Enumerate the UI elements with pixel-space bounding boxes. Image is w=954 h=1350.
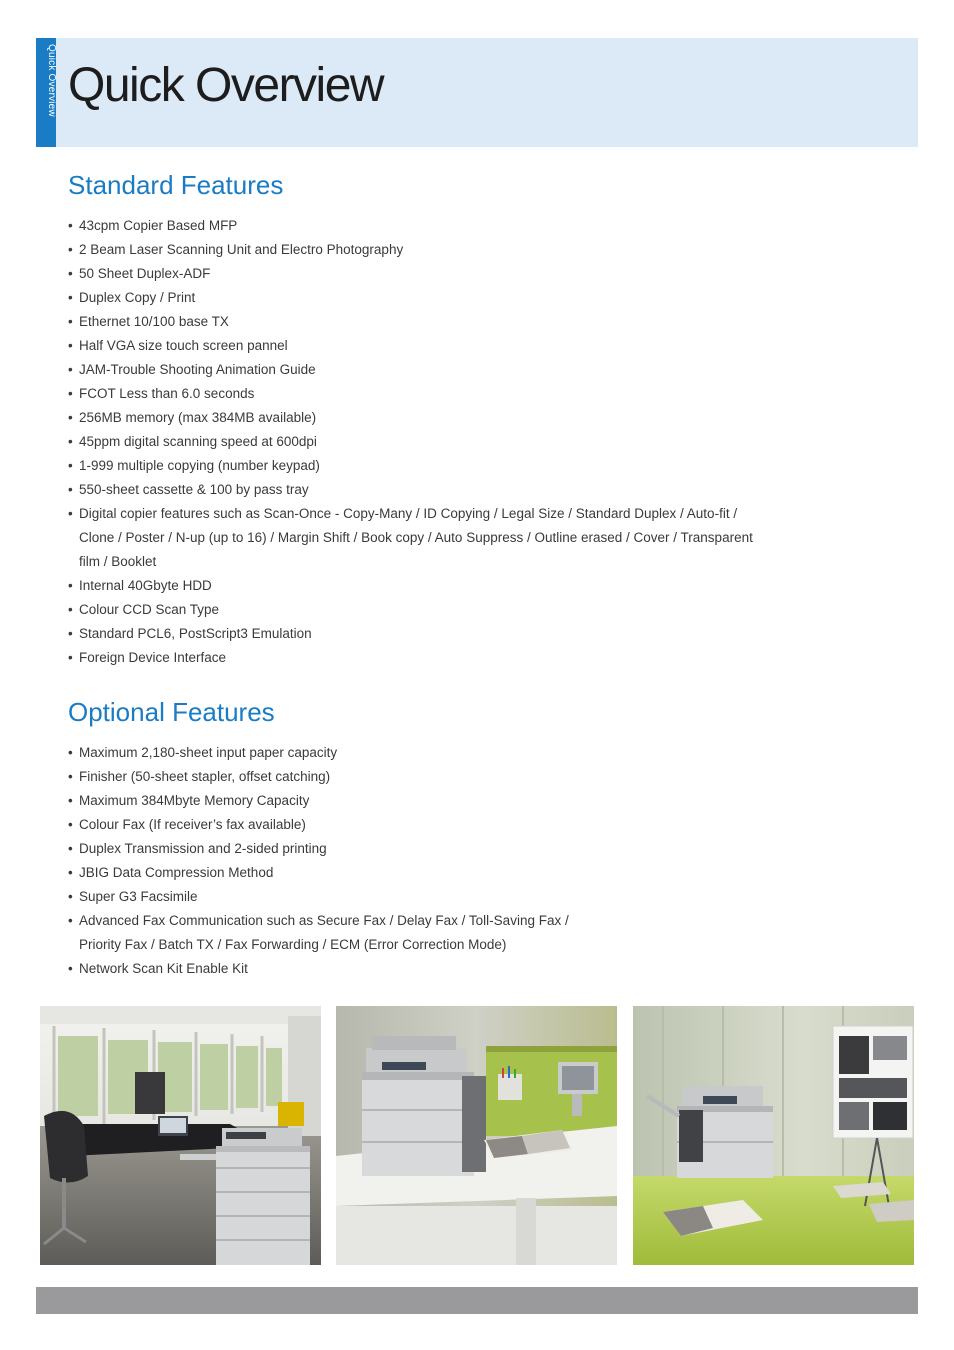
list-item: • 256MB memory (max 384MB available) xyxy=(68,406,768,430)
list-item: • Colour CCD Scan Type xyxy=(68,598,768,622)
list-item: • Colour Fax (If receiver’s fax available) xyxy=(68,813,608,837)
list-item: • JBIG Data Compression Method xyxy=(68,861,608,885)
list-item: • 50 Sheet Duplex-ADF xyxy=(68,262,768,286)
list-item: • Internal 40Gbyte HDD xyxy=(68,574,768,598)
standard-features-list xyxy=(68,214,768,670)
optional-features-heading: Optional Features xyxy=(68,697,275,727)
footer-bar xyxy=(36,1287,918,1314)
list-item: • Advanced Fax Communication such as Secure Fax / Delay Fax / Toll-Saving Fax / Priority Fax / Batch TX / Fax Forwarding / ECM (Error Correction Mode) xyxy=(68,909,608,957)
list-item: • 550-sheet cassette & 100 by pass tray xyxy=(68,478,768,502)
list-item: • Digital copier features such as Scan-Once - Copy-Many / ID Copying / Legal Size / Standard Duplex / Auto-fit / Clone / Poster / N-up (up to 16) / Margin Shift / Book copy / Auto Suppress / Outline erased / Cover / Transparent film / Booklet xyxy=(68,502,768,574)
list-item: • Maximum 384Mbyte Memory Capacity xyxy=(68,789,608,813)
list-item: • 45ppm digital scanning speed at 600dpi xyxy=(68,430,768,454)
side-tab-label: Quick Overview xyxy=(46,44,57,117)
list-item: • Half VGA size touch screen pannel xyxy=(68,334,768,358)
list-item: • FCOT Less than 6.0 seconds xyxy=(68,382,768,406)
list-item: • Foreign Device Interface xyxy=(68,646,768,670)
page-title: Quick Overview xyxy=(68,59,384,112)
list-item: • Standard PCL6, PostScript3 Emulation xyxy=(68,622,768,646)
list-item: • Finisher (50-sheet stapler, offset catching) xyxy=(68,765,608,789)
standard-features-heading: Standard Features xyxy=(68,170,284,200)
desk-photo xyxy=(336,1006,617,1265)
list-item: • JAM-Trouble Shooting Animation Guide xyxy=(68,358,768,382)
office-photo xyxy=(40,1006,321,1265)
optional-features-list xyxy=(68,741,608,981)
list-item: • 2 Beam Laser Scanning Unit and Electro Photography xyxy=(68,238,768,262)
list-item: • Super G3 Facsimile xyxy=(68,885,608,909)
list-item: • 43cpm Copier Based MFP xyxy=(68,214,768,238)
side-tab xyxy=(36,38,56,147)
list-item: • Duplex Copy / Print xyxy=(68,286,768,310)
list-item: • Ethernet 10/100 base TX xyxy=(68,310,768,334)
list-item: • Duplex Transmission and 2-sided printing xyxy=(68,837,608,861)
list-item: • 1-999 multiple copying (number keypad) xyxy=(68,454,768,478)
list-item: • Network Scan Kit Enable Kit xyxy=(68,957,608,981)
list-item: • Maximum 2,180-sheet input paper capacity xyxy=(68,741,608,765)
green-table-photo xyxy=(633,1006,914,1265)
